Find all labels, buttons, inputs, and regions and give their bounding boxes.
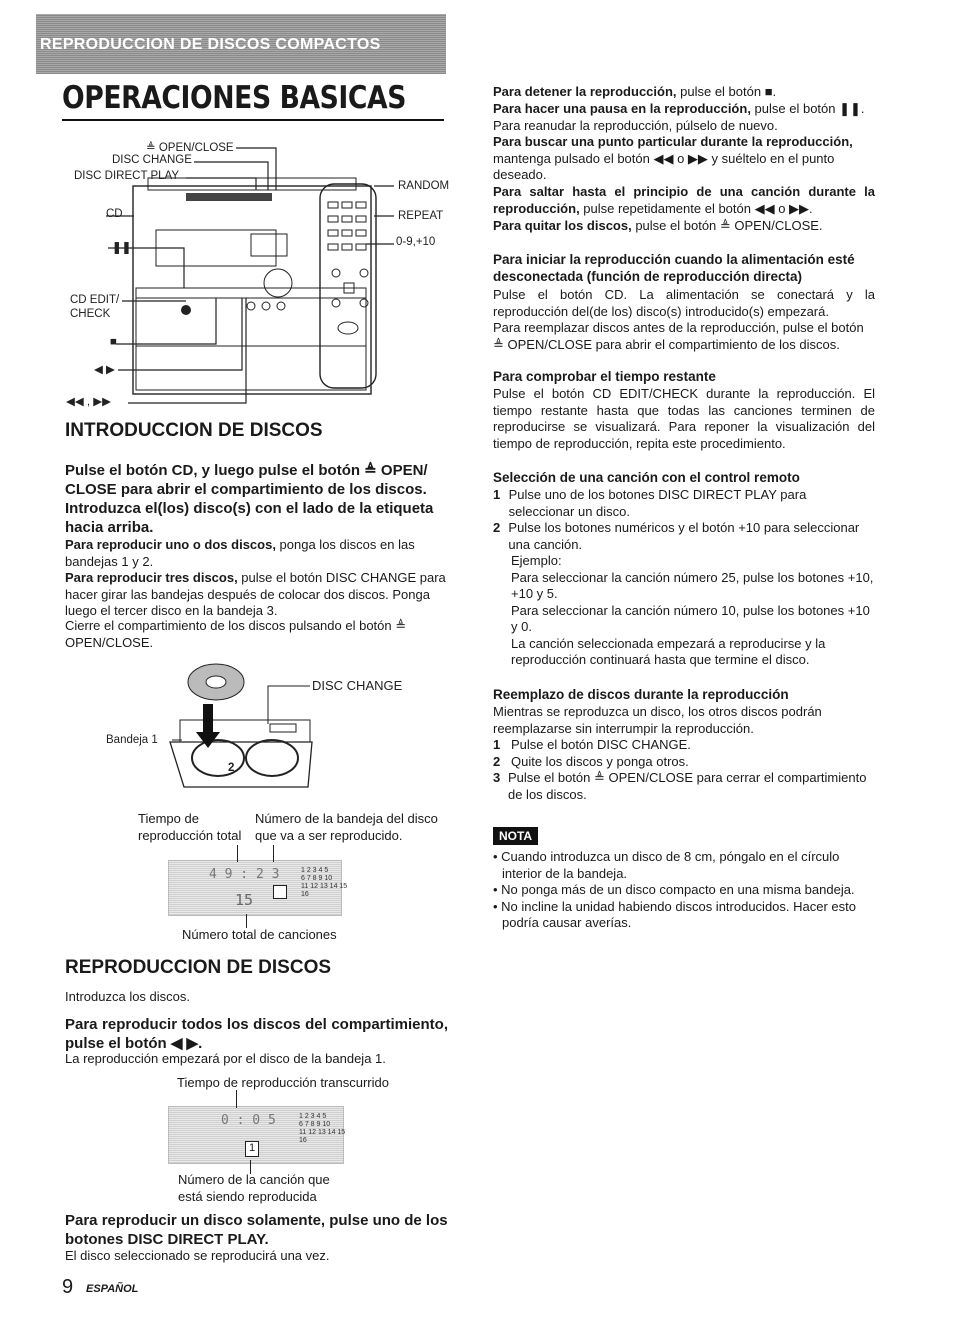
direct-paragraph-1: Pulse el botón CD. La alimentación se conectará y la reproducción del(de los) disco(s) introducido(s) empezará. (493, 287, 875, 319)
label-open-close: ≜ OPEN/CLOSE (146, 142, 234, 154)
remove-bold: Para quitar los discos, (493, 218, 632, 233)
page-title: OPERACIONES BASICAS (62, 80, 407, 116)
stop-bold: Para detener la reproducción, (493, 84, 677, 99)
replace-step-2: Quite los discos y ponga otros. (511, 753, 689, 769)
right-line-5 (493, 184, 875, 217)
display1-lcd (168, 860, 348, 916)
play-icon: ◀ ▶ (94, 364, 115, 376)
repro-paragraph-3: El disco seleccionado se reproducirá una vez. (65, 1248, 330, 1263)
right-line-6 (493, 218, 875, 235)
tray-label-bandeja: Bandeja 1 (106, 734, 158, 746)
intro-paragraph-1 (65, 537, 448, 570)
search-bold: Para buscar una punto particular durante la reproducción, (493, 134, 853, 149)
remain-paragraph: Pulse el botón CD EDIT/CHECK durante la reproducción. El tiempo restante hasta que todas las canciones terminen de reproducirse se visualizará. Para reponer la visualización del tiempo de reproducción, repita este procedimiento. (493, 386, 875, 451)
tray-figure (100, 662, 420, 800)
label-cd: CD (106, 208, 123, 220)
intro-p2-rest: pulse el botón DISC CHANGE para hacer girar las bandejas después de colocar dos discos. Ponga luego el tercer disco en la bandeja 3. (65, 570, 446, 618)
intro-p1-bold: Para reproducir uno o dos discos, (65, 537, 276, 552)
direct-paragraph-2: Para reemplazar discos antes de la reproducción, pulse el botón ≜ OPEN/CLOSE para abrir el compartimiento de los discos. (493, 320, 864, 352)
display2-track-label-2: está siendo reproducida (178, 1189, 317, 1204)
stop-icon: ■ (110, 336, 117, 348)
display2-elapsed-label: Tiempo de reproducción transcurrido (177, 1075, 389, 1090)
remove-rest: pulse el botón ≜ OPEN/CLOSE. (631, 218, 823, 233)
remote-example-label: Ejemplo: (511, 553, 562, 568)
skip-bold: Para saltar hasta el principio de una canción durante la reproducción, (493, 184, 875, 216)
nota-item-2: • No ponga más de un disco compacto en una misma bandeja. (493, 882, 855, 897)
remain-heading: Para comprobar el tiempo restante (493, 369, 716, 384)
remote-example-1: Para seleccionar la canción número 25, pulse los botones +10, +10 y 5. (511, 569, 874, 601)
display2-leader (236, 1090, 237, 1108)
replace-step-3: Pulse el botón ≜ OPEN/CLOSE para cerrar el compartimiento de los discos. (507, 770, 867, 802)
remote-example-2: Para seleccionar la canción número 10, pulse los botones +10 y 0. (511, 602, 870, 634)
nota-badge: NOTA (493, 827, 538, 845)
nota-item-3: • No incline la unidad habiendo discos introducidos. Hacer esto podría causar averías. (493, 898, 856, 930)
step-number: 1 (493, 487, 501, 502)
skip-icon: ◀◀ , ▶▶ (66, 396, 111, 408)
repro-subheading-1: Para reproducir todos los discos del compartimiento, pulse el botón ◀ ▶. (65, 1016, 448, 1052)
pause-rest: pulse el botón ❚❚. (750, 101, 865, 116)
stereo-figure (66, 138, 456, 410)
display2-track-label-1: Número de la canción que (178, 1172, 330, 1187)
display1-time: 4 9 : 2 3 (209, 867, 280, 882)
display1-leader-2 (273, 845, 274, 862)
display2-track: 1 (245, 1141, 259, 1157)
label-check: CHECK (70, 308, 111, 320)
display1-leader (237, 845, 238, 862)
intro-subheading: Pulse el botón CD, y luego pulse el botón ≜ OPEN/ CLOSE para abrir el compartimiento de los discos. Introduzca el(los) disco(s) con el lado de la etiqueta hacia arriba. (65, 462, 434, 536)
skip-rest: pulse repetidamente el botón ◀◀ o ▶▶. (579, 200, 813, 216)
tray-label-disc-change: DISC CHANGE (312, 678, 403, 693)
remote-heading: Selección de una canción con el control remoto (493, 470, 800, 485)
nota-list (493, 849, 875, 932)
display1-grid: 1 2 3 4 5 6 7 8 9 10 11 12 13 14 15 16 (301, 867, 348, 898)
display2-time: 0 : 0 5 (221, 1113, 276, 1128)
page-language: ESPAÑOL (86, 1283, 139, 1295)
step-number: 3 (493, 770, 501, 785)
right-line-1 (493, 84, 875, 101)
intro-p1-rest: ponga los discos en las bandejas 1 y 2. (65, 537, 415, 569)
right-line-3: Para reanudar la reproducción, púlselo de nuevo. (493, 118, 778, 133)
display2-lcd (168, 1106, 344, 1164)
tray-label-2: 2 (228, 762, 235, 774)
nota-item-1: • Cuando introduzca un disco de 8 cm, póngalo en el círculo interior de la bandeja. (493, 849, 840, 881)
page-number: 9 (62, 1276, 74, 1298)
intro-paragraph-2 (65, 570, 448, 620)
display1-tray-label: Número de la bandeja del disco que va a ser reproducido. (255, 811, 438, 843)
replace-step-1: Pulse el botón DISC CHANGE. (511, 737, 691, 752)
label-disc-change: DISC CHANGE (112, 154, 192, 166)
label-cd-edit: CD EDIT/ (70, 294, 120, 306)
remote-step-2: Pulse los botones numéricos y el botón +10 para seleccionar una canción. (508, 520, 860, 552)
display1-total-label: Número total de canciones (182, 927, 337, 942)
remote-example-3: La canción seleccionada empezará a reproducirse y la reproducción continuará hasta que termine el disco. (511, 635, 826, 667)
repro-paragraph-1: Introduzca los discos. (65, 989, 191, 1004)
step-number: 1 (493, 737, 501, 752)
label-disc-direct-play: DISC DIRECT PLAY (74, 170, 180, 182)
label-repeat: REPEAT (398, 210, 444, 222)
repro-paragraph-2: La reproducción empezará por el disco de la bandeja 1. (65, 1051, 386, 1066)
stop-rest: pulse el botón ■. (676, 84, 777, 99)
search-rest: mantenga pulsado el botón ◀◀ o ▶▶ y suéltelo en el punto deseado. (493, 150, 835, 182)
step-number: 2 (493, 753, 501, 769)
repro-heading: REPRODUCCION DE DISCOS (65, 957, 332, 978)
replace-paragraph: Mientras se reproduzca un disco, los otros discos podrán reemplazarse sin interrumpir la reproducción. (493, 704, 822, 736)
display2-grid: 1 2 3 4 5 6 7 8 9 10 11 12 13 14 15 16 (299, 1113, 346, 1144)
right-line-2 (493, 101, 875, 118)
pause-bold: Para hacer una pausa en la reproducción, (493, 101, 751, 116)
repro-subheading-2: Para reproducir un disco solamente, pulse uno de los botones DISC DIRECT PLAY. (65, 1212, 448, 1248)
display1-tracks: 15 (235, 891, 254, 909)
display1-tray-box (273, 885, 287, 899)
replace-heading: Reemplazo de discos durante la reproducción (493, 687, 789, 702)
remote-step-1: Pulse uno de los botones DISC DIRECT PLAY para seleccionar un disco. (508, 487, 807, 519)
right-line-4 (493, 134, 875, 184)
intro-p2-bold: Para reproducir tres discos, (65, 570, 238, 585)
intro-paragraph-3: Cierre el compartimiento de los discos pulsando el botón ≜ OPEN/CLOSE. (65, 618, 407, 650)
direct-heading: Para iniciar la reproducción cuando la alimentación esté desconectada (función de reproducción directa) (493, 252, 855, 284)
step-number: 2 (493, 520, 501, 535)
label-numbers: 0-9,+10 (396, 236, 436, 248)
label-random: RANDOM (398, 180, 450, 192)
display1-leader-3 (246, 914, 247, 928)
section-banner-title: REPRODUCCION DE DISCOS COMPACTOS (40, 36, 381, 53)
display1-time-label: Tiempo de reproducción total (138, 811, 242, 843)
title-divider (62, 119, 444, 121)
intro-heading: INTRODUCCION DE DISCOS (65, 420, 323, 441)
replace-block (493, 704, 875, 803)
remote-steps (493, 487, 875, 669)
pause-icon: ❚❚ (112, 242, 132, 254)
